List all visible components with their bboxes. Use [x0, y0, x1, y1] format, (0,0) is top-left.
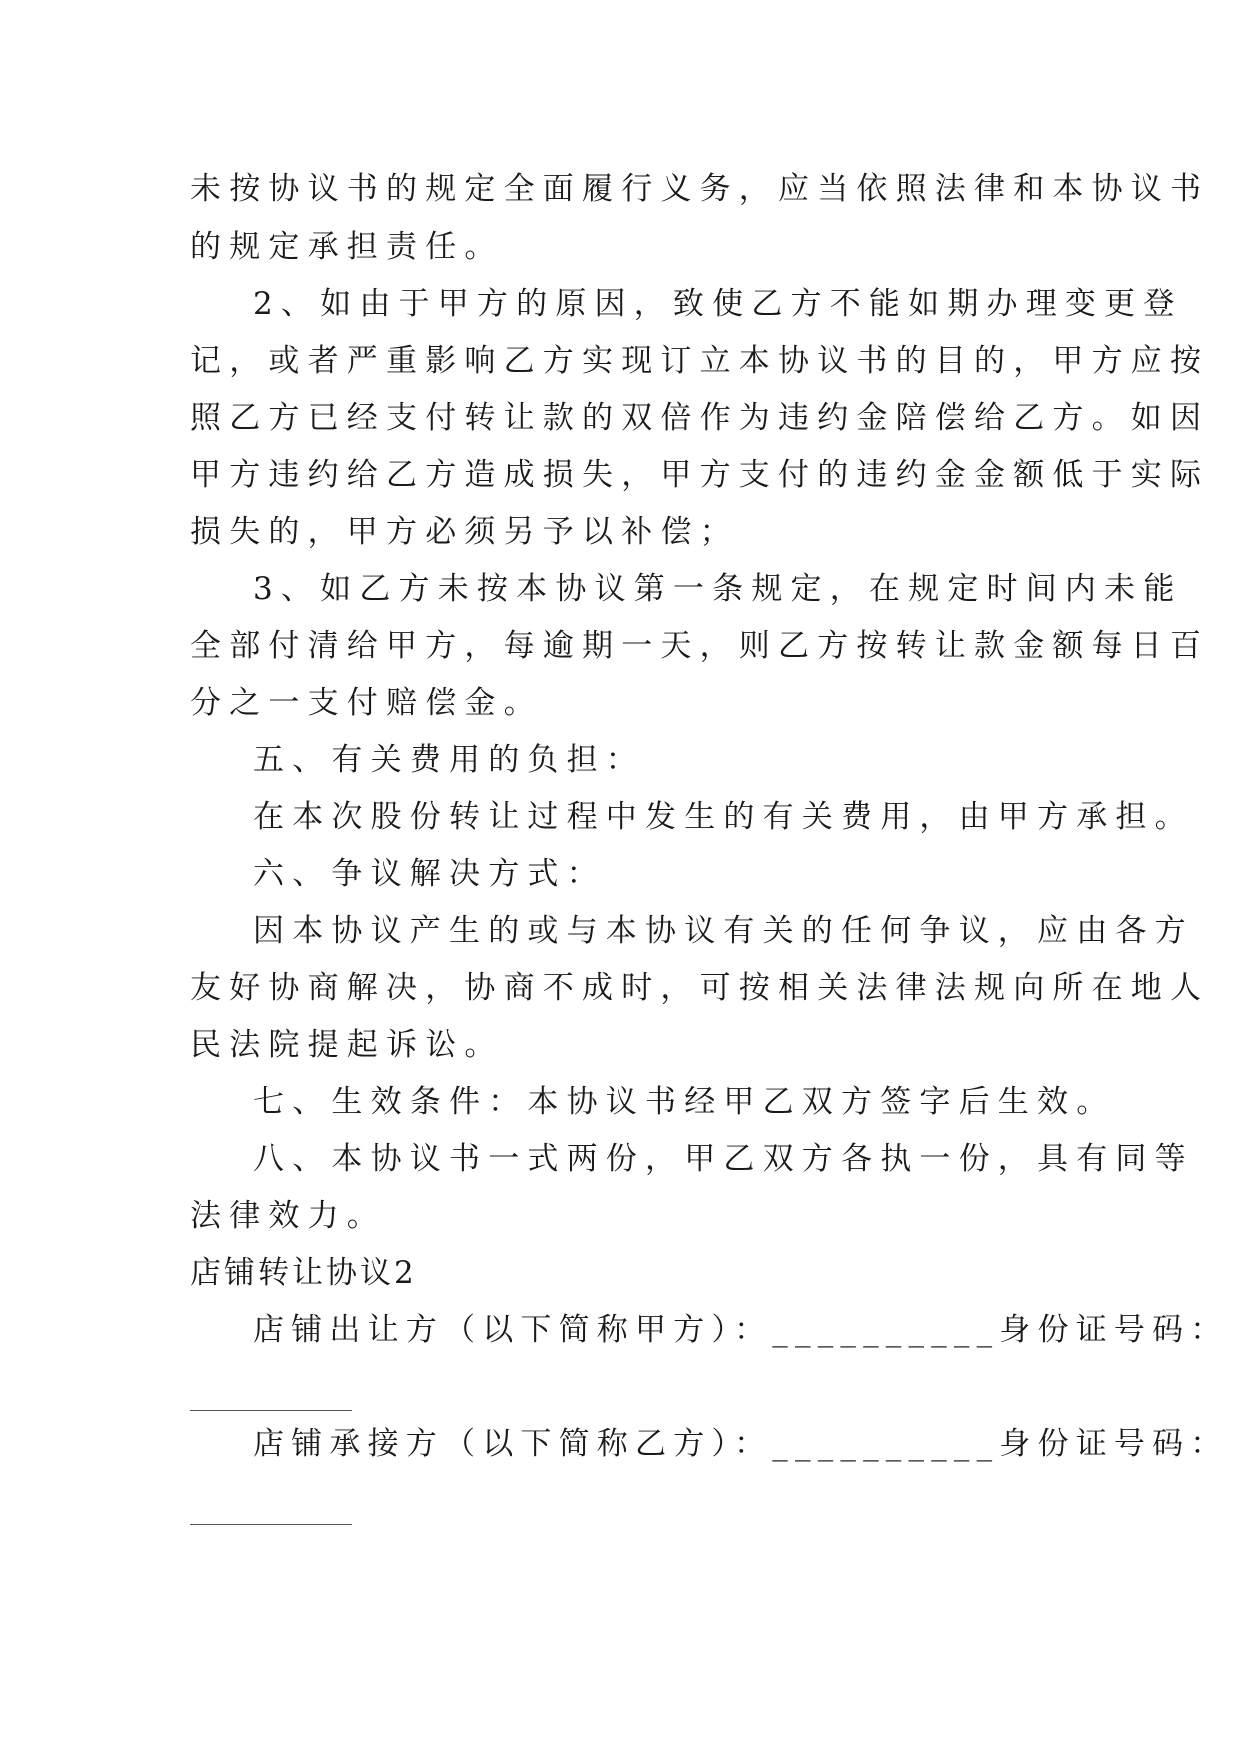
clause-3-line-2: 全部付清给甲方，每逾期一天，则乙方按转让款金额每日百 — [190, 628, 1210, 664]
clause-3-line-3: 分之一支付赔偿金。 — [190, 685, 543, 721]
paragraph-line-2: 的规定承担责任。 — [190, 229, 504, 265]
clause-2-line-3: 照乙方已经支付转让款的双倍作为违约金陪偿给乙方。如因 — [190, 400, 1210, 436]
clause-3-line-1: 3、如乙方未按本协议第一条规定，在规定时间内未能 — [253, 571, 1183, 607]
section-8-line-1: 八、本协议书一式两份，甲乙双方各执一份，具有同等 — [253, 1141, 1194, 1177]
clause-2-line-1: 2、如由于甲方的原因，致使乙方不能如期办理变更登 — [253, 286, 1183, 322]
section-6-line-2: 友好协商解决，协商不成时，可按相关法律法规向所在地人 — [190, 970, 1210, 1006]
transferee-line: 店铺承接方（以下简称乙方）：__________身份证号码： — [253, 1426, 1229, 1462]
document-title: 店铺转让协议2 — [190, 1255, 417, 1291]
transferor-line: 店铺出让方（以下简称甲方）：__________身份证号码： — [253, 1312, 1229, 1348]
paragraph-line-1: 未按协议书的规定全面履行义务，应当依照法律和本协议书 — [190, 171, 1210, 207]
section-6-heading: 六、争议解决方式： — [253, 856, 606, 892]
section-5-heading: 五、有关费用的负担： — [253, 742, 645, 778]
clause-2-line-2: 记，或者严重影响乙方实现订立本协议书的目的，甲方应按 — [190, 343, 1210, 379]
transferor-id-blank — [190, 1410, 352, 1411]
section-7: 七、生效条件：本协议书经甲乙双方签字后生效。 — [253, 1084, 1116, 1120]
clause-2-line-5: 损失的，甲方必须另予以补偿； — [190, 514, 739, 550]
transferee-id-blank — [190, 1524, 352, 1525]
section-5-body: 在本次股份转让过程中发生的有关费用，由甲方承担。 — [253, 799, 1194, 835]
clause-2-line-4: 甲方违约给乙方造成损失，甲方支付的违约金金额低于实际 — [190, 457, 1210, 493]
section-6-line-1: 因本协议产生的或与本协议有关的任何争议，应由各方 — [253, 913, 1194, 949]
section-6-line-3: 民法院提起诉讼。 — [190, 1027, 504, 1063]
section-8-line-2: 法律效力。 — [190, 1198, 386, 1234]
